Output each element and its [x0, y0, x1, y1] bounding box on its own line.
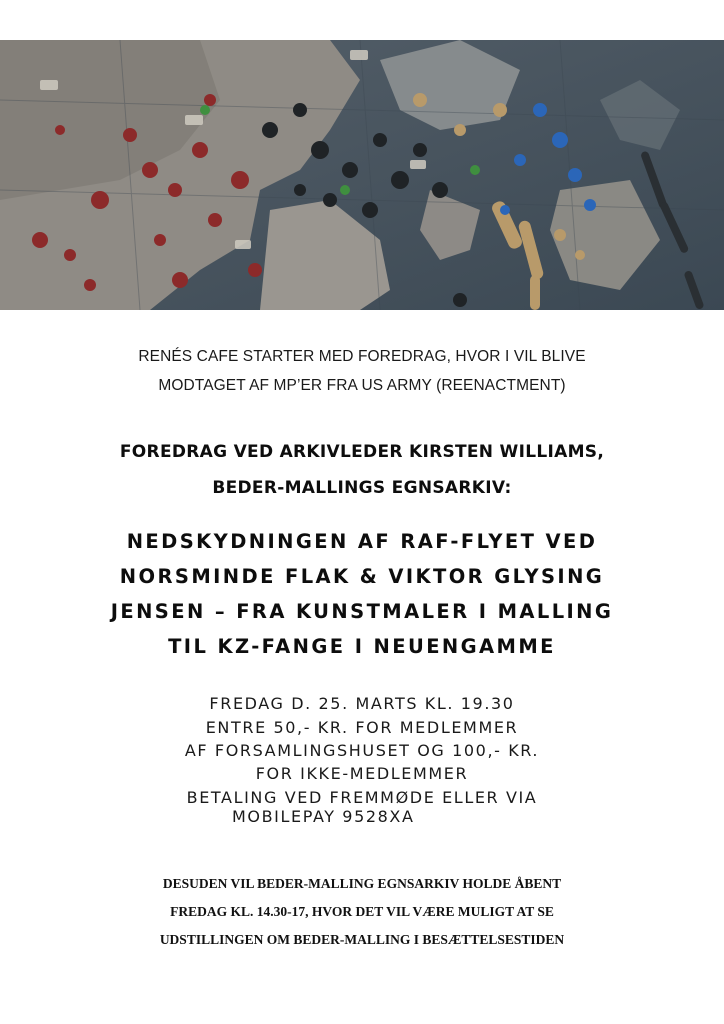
- talk-title-line-3: JENSEN – FRA KUNSTMALER I MALLING: [110, 600, 614, 623]
- event-date: FREDAG D. 25. MARTS KL. 19.30: [209, 694, 515, 713]
- board-game-map-graphic: [0, 40, 724, 310]
- intro-line-1: RENÉS CAFE STARTER MED FOREDRAG, HVOR I VIL BLIVE: [138, 348, 586, 365]
- extra-info-line-1: DESUDEN VIL BEDER-MALLING EGNSARKIV HOLDE ÅBENT: [162, 876, 562, 891]
- board-game-photo: [0, 40, 724, 310]
- price-info-line: AF FORSAMLINGSHUSET OG 100,- KR.: [184, 741, 540, 760]
- price-members: ENTRE 50,- KR. FOR MEDLEMMER: [205, 718, 519, 737]
- price-non-members: FOR IKKE-MEDLEMMER: [255, 764, 469, 783]
- mobilepay-number: MOBILEPAY 9528XA: [232, 807, 415, 826]
- talk-title-line-2: NORSMINDE FLAK & VIKTOR GLYSING: [119, 565, 605, 588]
- payment-info: BETALING VED FREMMØDE ELLER VIA: [186, 788, 538, 807]
- intro-line-2: MODTAGET AF MP’ER FRA US ARMY (REENACTMENT): [158, 377, 566, 394]
- talk-title-line-1: NEDSKYDNINGEN AF RAF-FLYET VED: [126, 530, 598, 553]
- extra-info-line-2: FREDAG KL. 14.30-17, HVOR DET VIL VÆRE MULIGT AT SE: [170, 904, 554, 919]
- talk-title-line-4: TIL KZ-FANGE I NEUENGAMME: [168, 635, 556, 658]
- speaker-line-1: FOREDRAG VED ARKIVLEDER KIRSTEN WILLIAMS,: [119, 442, 605, 462]
- extra-info-line-3: UDSTILLINGEN OM BEDER-MALLING I BESÆTTELSESTIDEN: [159, 932, 565, 947]
- speaker-line-2: BEDER-MALLINGS EGNSARKIV:: [212, 478, 512, 498]
